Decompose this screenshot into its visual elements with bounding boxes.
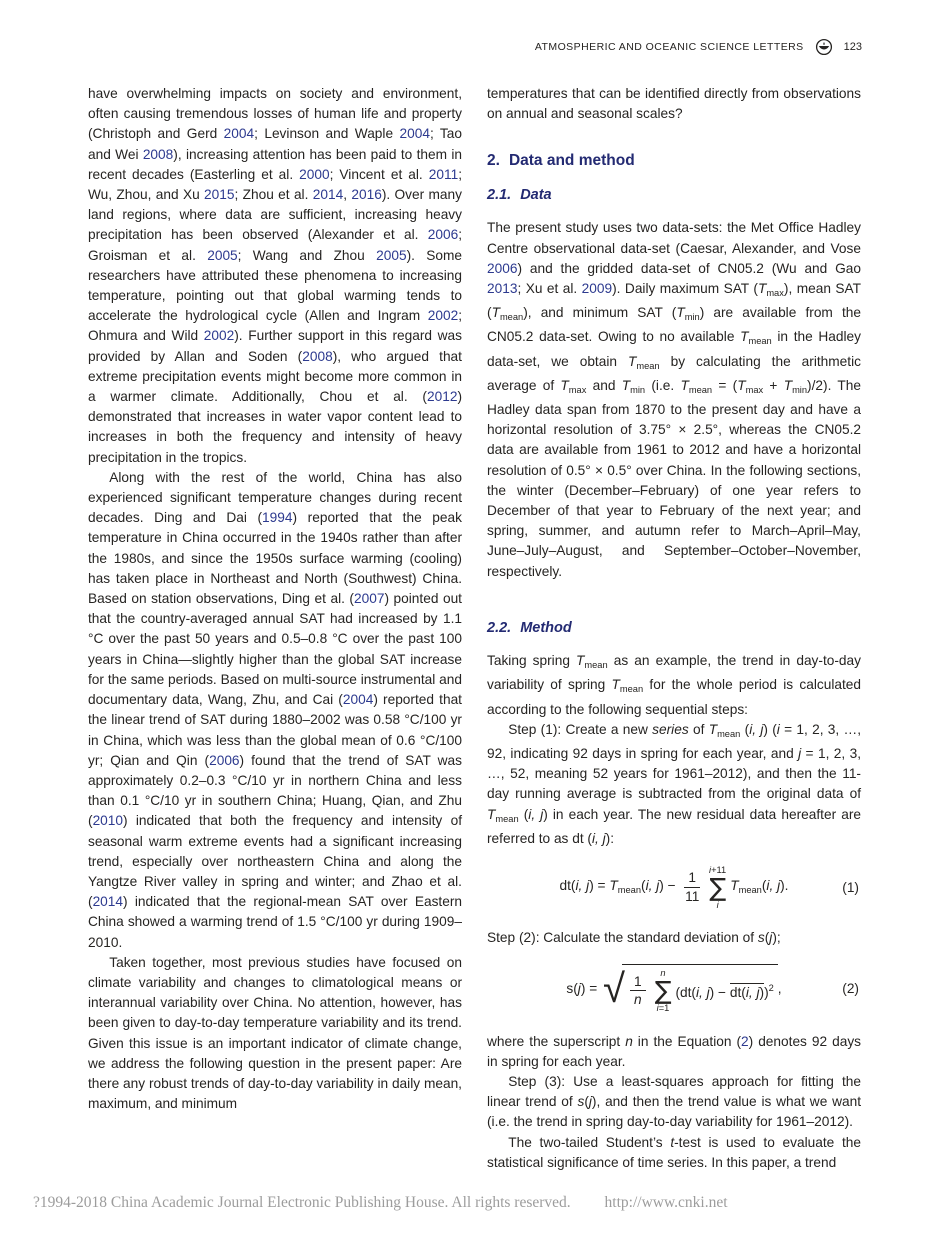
subsection-heading-method [487, 620, 861, 637]
summation [655, 968, 672, 1013]
citation-link[interactable]: 2006 [487, 260, 518, 276]
fraction-numerator [630, 974, 646, 992]
text-segment: max [766, 288, 784, 298]
fraction [684, 870, 700, 905]
paragraph-china-temperature [88, 468, 462, 953]
citation-link[interactable]: 2008 [302, 348, 333, 364]
text-segment: ). Daily maximum SAT ( [612, 281, 758, 296]
text-segment: j [577, 980, 581, 996]
text-segment: = ( [712, 377, 738, 393]
page-number: 123 [843, 41, 862, 53]
text-segment: ( [518, 806, 529, 822]
text-segment: T [676, 305, 685, 321]
text-segment: T [680, 377, 689, 393]
text-segment: ; Tao and Wei [88, 126, 462, 162]
text-segment: Taking spring [487, 653, 577, 669]
equation-1-body [560, 865, 789, 910]
text-segment: i, j [766, 877, 781, 893]
text-segment: ) in each year. The new residual data hereafter are referred to as dt ( [487, 806, 861, 846]
text-segment: ): [605, 830, 615, 846]
citation-link[interactable]: 2006 [427, 227, 459, 243]
text-segment: ), who argued that extreme precipitation events might become more common in a warmer climate. Additionally, Chou et al. ( [88, 348, 462, 405]
text-segment: mean [748, 336, 772, 347]
text-segment: T [708, 721, 718, 737]
text-segment: -test is used to evaluate the statistical significance of time series. In this paper, a trend [487, 1134, 861, 1170]
text-segment: Step (2): Calculate the standard deviation of [487, 930, 758, 946]
paragraph-step2 [487, 928, 861, 948]
fraction-denominator [685, 888, 699, 905]
text-segment: =1 [658, 1002, 670, 1013]
section-number: 2. [487, 152, 500, 170]
fraction [630, 974, 646, 1009]
fraction-numerator [684, 870, 700, 888]
text-segment: ( [740, 721, 750, 737]
text-segment: T [487, 806, 496, 822]
text-segment: ) reported that the linear trend of SAT during 1880–2002 was 0.58 °C/100 yr in China, which was less than the global mean of 0.6 °C/100 yr; Qian and Qin ( [88, 692, 462, 768]
equation-lhs [560, 876, 680, 900]
text-segment: ; Groisman et al. [88, 227, 462, 263]
text-segment: ; Vincent et al. [329, 166, 429, 182]
two-column-body [88, 84, 862, 1173]
text-segment: ) indicated that the regional-mean SAT over Eastern China showed a warming trend of 1.5 °C/100 yr during 1909–2010. [88, 894, 462, 950]
sigma-symbol: ∑ [709, 872, 727, 902]
right-column [487, 84, 861, 1173]
paragraph-step1 [487, 720, 861, 849]
text-segment: ) − [659, 877, 680, 893]
text-segment: T [737, 377, 746, 393]
text-segment: ) demonstrated that increases in water vapor content lead to increases in both the frequency and intensity of heavy precipitation in the tropics. [88, 389, 462, 465]
text-segment: mean [636, 360, 660, 371]
paragraph-research-question [88, 953, 462, 1115]
text-segment: ), and minimum SAT ( [523, 305, 677, 321]
publisher-logo-icon [815, 38, 833, 56]
page-footer [33, 1194, 728, 1212]
text-segment: for the whole period is calculated according to the following sequential steps: [487, 677, 862, 717]
sigma-symbol: ∑ [654, 976, 672, 1006]
text-segment: ), mean SAT ( [487, 281, 861, 321]
text-segment: series [652, 721, 689, 737]
text-segment: 11 [685, 889, 700, 905]
text-segment: mean [619, 684, 644, 695]
text-segment: in the Equation ( [632, 1033, 742, 1049]
text-segment: )/2). The Hadley data span from 1870 to the present day and have a horizontal resolution of 3.75° × 2.5°, whereas the CN05.2 data are available from 1961 to 2012 and have a horizontal resolution of 0.5° × 0.5° over China. In the following sections, the winter (December–February) of one year refers to December of that year to February of the next year; and spring, summer, and autumn refer to March–April–May, June–July–August, and September–October–November, respectively. [487, 377, 861, 579]
text-segment: i [776, 721, 780, 737]
citation-link[interactable]: 2016 [351, 187, 382, 203]
equation-rhs [730, 876, 788, 900]
citation-link[interactable]: 2014 [92, 894, 124, 910]
text-segment: ) [764, 985, 769, 1001]
paragraph-step3 [487, 1072, 861, 1133]
text-segment: i, j [745, 985, 760, 1001]
text-segment: ) = [580, 980, 601, 996]
text-segment: mean [584, 660, 608, 671]
text-segment: ; Xu et al. [517, 281, 582, 296]
text-segment: ; Wang and Zhou [237, 247, 377, 263]
text-segment: ) denotes 92 days in spring for each year. [487, 1033, 862, 1069]
text-segment: ) found that the trend of SAT was approximately 0.2–0.3 °C/10 yr in northern China and less than 0.1 °C/10 yr in southern China; Huang, Qian, and Zhu ( [88, 752, 462, 829]
text-segment: +11 [711, 865, 727, 876]
citation-link[interactable]: 2007 [354, 591, 385, 607]
text-segment: min [630, 384, 646, 395]
text-segment: Step (3): Use a least-squares approach for fitting the linear trend of [487, 1073, 861, 1110]
summation-lower-limit [717, 900, 719, 911]
equation-number: (1) [842, 879, 859, 895]
text-segment: 2 [768, 983, 774, 994]
text-segment: j [798, 746, 802, 762]
square-root-content [622, 964, 778, 1013]
paragraph-intro-continuation [88, 84, 462, 468]
text-segment: ( [641, 877, 646, 893]
citation-link[interactable]: 2009 [581, 281, 613, 296]
text-segment: i, j [575, 877, 590, 893]
text-segment: ) reported that the peak temperature in China occurred in the 1940s rather than after the 1980s, and since the 1950s surface warming (cooling) has taken place in Northeast and North (Southwest) China. Based on station observations, Ding et al. ( [88, 510, 462, 607]
citation-link[interactable]: 2005 [207, 247, 238, 263]
equation-2-body [566, 964, 781, 1013]
citation-link[interactable]: 2015 [204, 187, 235, 203]
text-segment: and [586, 377, 622, 393]
text-segment: Along with the rest of the world, China has also experienced significant temperature changes during recent decades. Ding and Dai ( [88, 469, 462, 526]
citation-link[interactable]: 2011 [428, 166, 459, 182]
text-segment: n [633, 992, 642, 1008]
text-segment: i, j [749, 721, 764, 737]
text-segment: ), and then the trend value is what we want (i.e. the trend in spring day-to-day variability for 1961–2012). [487, 1094, 862, 1130]
subsection-number: 2.2. [487, 619, 512, 636]
summation-lower-limit [657, 1003, 670, 1014]
text-segment: j [588, 1094, 592, 1110]
text-segment: T [783, 377, 793, 393]
citation-link[interactable]: 2000 [299, 166, 330, 182]
text-segment: T [740, 329, 749, 345]
text-segment: i, j [645, 877, 660, 893]
text-segment: T [609, 877, 618, 893]
text-segment: ). [780, 877, 789, 893]
citation-link[interactable]: 2014 [312, 187, 344, 203]
text-segment: , [343, 187, 352, 203]
text-segment: i, j [591, 830, 606, 846]
equation-lhs [566, 979, 601, 999]
citation-link[interactable]: 2002 [427, 308, 459, 324]
text-segment: min [684, 312, 700, 323]
subsection-title: Method [520, 619, 572, 636]
text-segment: ) [759, 985, 765, 1001]
text-segment: T [611, 677, 620, 693]
equation-1 [487, 865, 861, 910]
text-segment: mean [738, 884, 762, 895]
text-segment: max [745, 384, 764, 395]
equation-rhs [675, 978, 773, 1003]
citation-link[interactable]: 2006 [209, 752, 240, 768]
text-segment: ( [584, 1094, 589, 1110]
citation-link[interactable]: 2002 [203, 328, 235, 344]
citation-link[interactable]: 2010 [92, 813, 124, 829]
text-segment: = 1, 2, 3, …, 52, meaning 52 years for 1961–2012), and then the 11-day running average is subtracted from the original data of [487, 746, 861, 802]
text-segment: ). Over many land regions, where data are sufficient, increasing heavy precipitation has been observed (Alexander et al. [88, 187, 462, 243]
text-segment: T [560, 377, 569, 393]
paragraph-superscript-note [487, 1032, 861, 1072]
section-heading-data-and-method [487, 152, 861, 171]
text-segment: ; Levinson and Waple [254, 126, 400, 142]
text-segment: mean [717, 728, 741, 739]
text-segment: ( [764, 930, 770, 946]
text-segment: mean [499, 312, 524, 323]
text-segment: Step (1): Create a new [508, 721, 653, 737]
subsection-title: Data [520, 187, 552, 203]
equation-2 [487, 964, 861, 1013]
text-segment: ), increasing attention has been paid to them in recent decades (Easterling et al. [88, 146, 462, 182]
text-segment: min [792, 384, 808, 395]
text-segment: ; Ohmura and Wild [88, 308, 462, 344]
text-segment: mean [688, 384, 713, 395]
paragraph-ttest [487, 1133, 861, 1173]
publisher-logo-icon [815, 38, 833, 56]
text-segment: temperatures that can be identified directly from observations on annual and seasonal scales? [487, 86, 861, 122]
text-segment: n [660, 968, 666, 979]
text-segment: T [491, 305, 500, 321]
text-segment: ) pointed out that the country-averaged annual SAT had increased by 1.1 °C over the past 50 years and 0.5–0.8 °C over the past 100 years in China—slightly higher than the global SAT increase for the same periods. Based on multi-source instrumental and documentary data, Wang, Zhu, and Cai ( [88, 591, 462, 708]
text-segment: dt( [729, 985, 746, 1001]
text-segment: 1 [633, 973, 642, 989]
text-segment: T [576, 653, 585, 669]
equation-number: (2) [842, 980, 859, 996]
text-segment: ). Further support in this regard was provided by Allan and Soden ( [88, 328, 462, 364]
text-segment: = 1, 2, 3, …, 92, indicating 92 days in spring for each year, and [487, 721, 861, 762]
text-segment: ( [761, 877, 767, 893]
citation-link[interactable]: 2 [741, 1033, 749, 1049]
subsection-number: 2.1. [487, 187, 512, 203]
text-segment: ) = [589, 877, 610, 893]
text-segment: + [763, 377, 784, 393]
text-segment: 1 [688, 870, 697, 886]
text-segment: dt( [559, 877, 576, 893]
text-segment: (dt( [675, 985, 696, 1001]
left-column [88, 84, 462, 1173]
text-segment: T [757, 281, 767, 296]
section-title: Data and method [508, 152, 635, 170]
text-segment: ; Wu, Zhou, and Xu [88, 166, 462, 203]
text-segment: ) ( [763, 721, 777, 737]
text-segment: by calculating the arithmetic average of [487, 353, 861, 393]
text-segment: mean [495, 813, 519, 824]
equation-tail [778, 979, 782, 999]
text-segment: mean [617, 884, 641, 895]
citation-link[interactable]: 2013 [487, 281, 518, 296]
text-segment: t [670, 1134, 675, 1150]
paragraph-question-continuation [487, 84, 861, 124]
text-segment: , [777, 980, 782, 996]
citation-link[interactable]: 2008 [142, 146, 174, 162]
citation-link[interactable]: 1994 [262, 510, 293, 526]
text-segment: have overwhelming impacts on society and environment, often causing tremendous losses of human life and property (Christoph and Gerd [88, 86, 462, 142]
text-segment: ). Some researchers have attributed these phenomena to increasing temperature, pointing out that global warming tends to accelerate the hydrological cycle (Allen and Ingram [88, 247, 463, 324]
text-segment: ) are available from the CN05.2 data-set. Owing to no available [487, 305, 861, 345]
text-segment: max [568, 384, 587, 395]
text-segment: s [757, 930, 765, 946]
text-segment: ) and the gridded data-set of CN05.2 (Wu and Gao [517, 260, 861, 276]
copyright-text: ?1994-2018 China Academic Journal Electronic Publishing House. All rights reserved. [33, 1194, 571, 1211]
text-segment: ) − [709, 985, 730, 1001]
subsection-heading-data [487, 187, 861, 204]
text-segment: s [577, 1094, 585, 1110]
text-segment: i, j [695, 985, 710, 1001]
footer-url[interactable]: http://www.cnki.net [604, 1194, 728, 1211]
square-root [603, 964, 778, 1013]
paragraph-datasets [487, 218, 861, 581]
text-segment: of [688, 721, 709, 737]
text-segment: j [769, 930, 773, 946]
citation-link[interactable]: 2004 [342, 692, 374, 708]
text-segment: T [627, 353, 637, 369]
text-segment: i [716, 899, 719, 910]
fraction-denominator [634, 991, 642, 1008]
text-segment: Taken together, most previous studies have focused on climate variability and changes to climatological means or interannual variability over China. No attention, however, has been given to day-to-day temperature variability and its trend. Given this issue is an important indicator of climate change, we address the following question in the present paper: Are there any robust trends of day-to-day variability in daily mean, maximum, and minimum [88, 954, 462, 1112]
page-header [535, 38, 862, 56]
journal-title: ATMOSPHERIC AND OCEANIC SCIENCE LETTERS [534, 41, 804, 53]
paragraph-method-intro [487, 651, 861, 720]
text-segment: in the Hadley data-set, we obtain [487, 329, 861, 369]
text-segment: i [656, 1002, 659, 1013]
text-segment: T [730, 877, 739, 893]
citation-link[interactable]: 2004 [223, 126, 255, 142]
text-segment: T [621, 377, 631, 393]
text-segment: n [625, 1033, 633, 1049]
citation-link[interactable]: 2012 [426, 389, 458, 405]
radical-symbol: √ [603, 965, 625, 1012]
text-segment: as an example, the trend in day-to-day variability of spring [487, 653, 861, 693]
text-segment: i [709, 865, 712, 876]
text-segment: (i.e. [645, 377, 681, 393]
text-segment: The present study uses two data-sets: the Met Office Hadley Centre observational data-set (Caesar, Alexander, and Vose [487, 220, 861, 256]
text-segment: ) indicated that both the frequency and intensity of seasonal warm extreme events had a significant increasing trend, especially over northeastern China and along the Yangtze River valley in spring and winter; and Zhao et al. ( [88, 813, 462, 910]
text-segment: where the superscript [487, 1033, 626, 1049]
citation-link[interactable]: 2005 [376, 247, 407, 263]
text-segment: ); [772, 930, 781, 946]
text-segment: s( [566, 980, 578, 996]
summation [709, 865, 726, 910]
citation-link[interactable]: 2004 [399, 126, 430, 142]
text-segment: i, j [528, 806, 544, 822]
text-segment: ; Zhou et al. [234, 187, 313, 203]
text-segment: The two-tailed Student’s [508, 1134, 671, 1150]
